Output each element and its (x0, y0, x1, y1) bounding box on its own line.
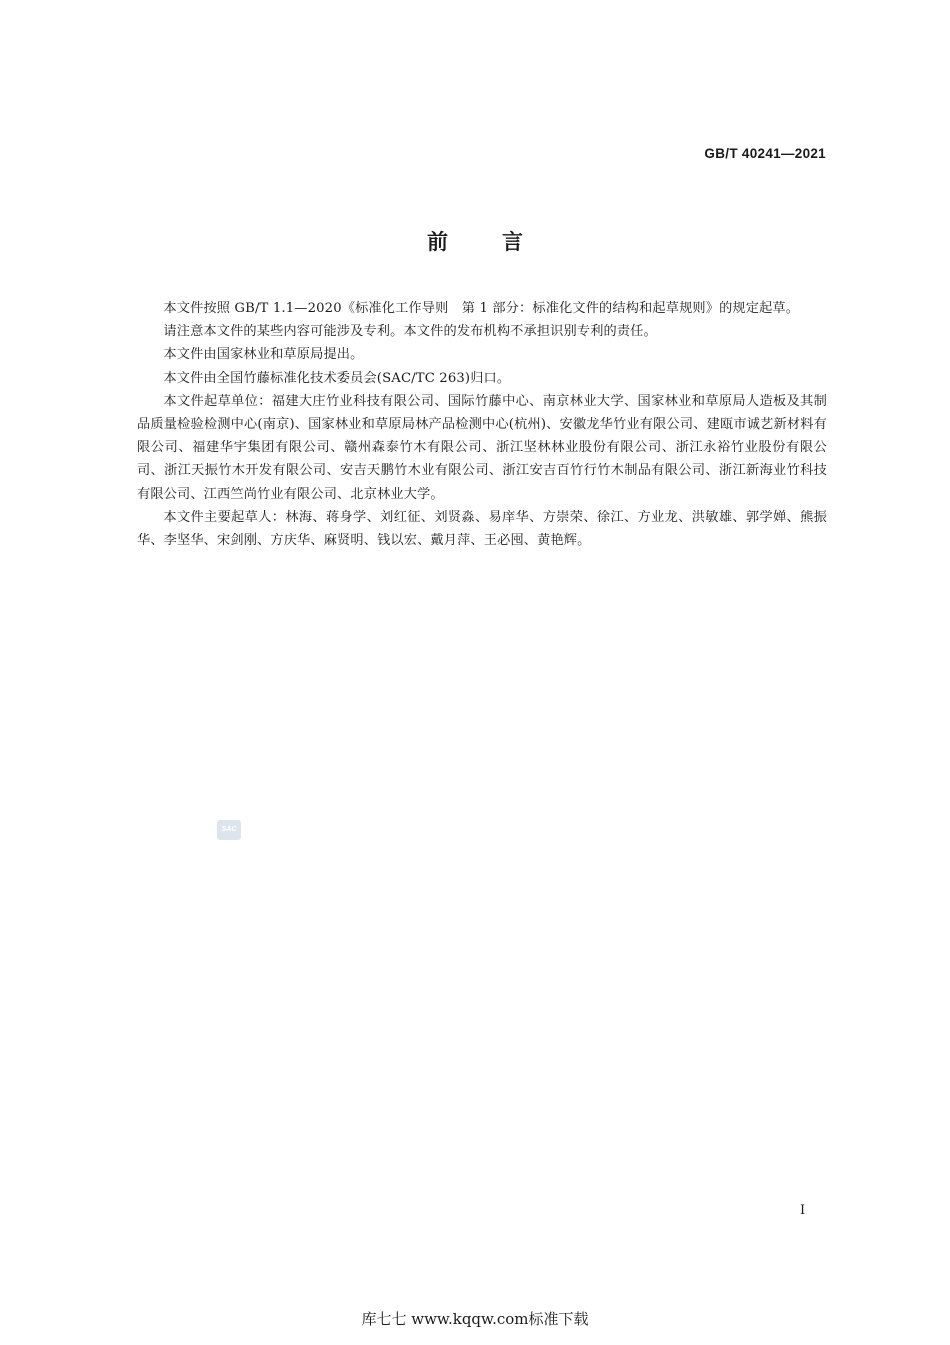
paragraph-drafting-units: 本文件起草单位：福建大庄竹业科技有限公司、国际竹藤中心、南京林业大学、国家林业和草原局人造板及其制品质量检验检测中心(南京)、国家林业和草原局林产品检测中心(杭州)、安徽龙华竹业有限公司、建瓯市诚艺新材料有限公司、福建华宇集团有限公司、赣州森泰竹木有限公司、浙江坚林林业股份有限公司、浙江永裕竹业股份有限公司、浙江天振竹木开发有限公司、安吉天鹏竹木业有限公司、浙江安吉百竹行竹木制品有限公司、浙江新海业竹科技有限公司、江西竺尚竹业有限公司、北京林业大学。 (137, 393, 827, 502)
page-number: I (800, 1203, 806, 1218)
paragraph-proposer: 本文件由国家林业和草原局提出。 (163, 347, 364, 363)
footer-watermark: 库七七 www.kqqw.com标准下载 (361, 1310, 589, 1328)
paragraph-patent-notice: 请注意本文件的某些内容可能涉及专利。本文件的发布机构不承担识别专利的责任。 (163, 324, 657, 340)
paragraph-drafters: 本文件主要起草人：林海、蒋身学、刘红征、刘贤淼、易庠华、方崇荣、徐江、方业龙、洪敏雄、郭学婵、熊振华、李坚华、宋剑刚、方庆华、麻贤明、钱以宏、戴月萍、王必囤、黄艳辉。 (137, 509, 827, 549)
page-title: 前言 (427, 230, 577, 254)
foreword-body (137, 297, 827, 552)
standard-code: GB/T 40241—2021 (704, 146, 826, 161)
sac-logo-icon: SAC (217, 820, 241, 840)
paragraph-drafting-rules: 本文件按照 GB/T 1.1—2020《标准化工作导则 第 1 部分：标准化文件的结构和起草规则》的规定起草。 (163, 301, 800, 316)
paragraph-committee: 本文件由全国竹藤标准化技术委员会(SAC/TC 263)归口。 (163, 370, 511, 386)
